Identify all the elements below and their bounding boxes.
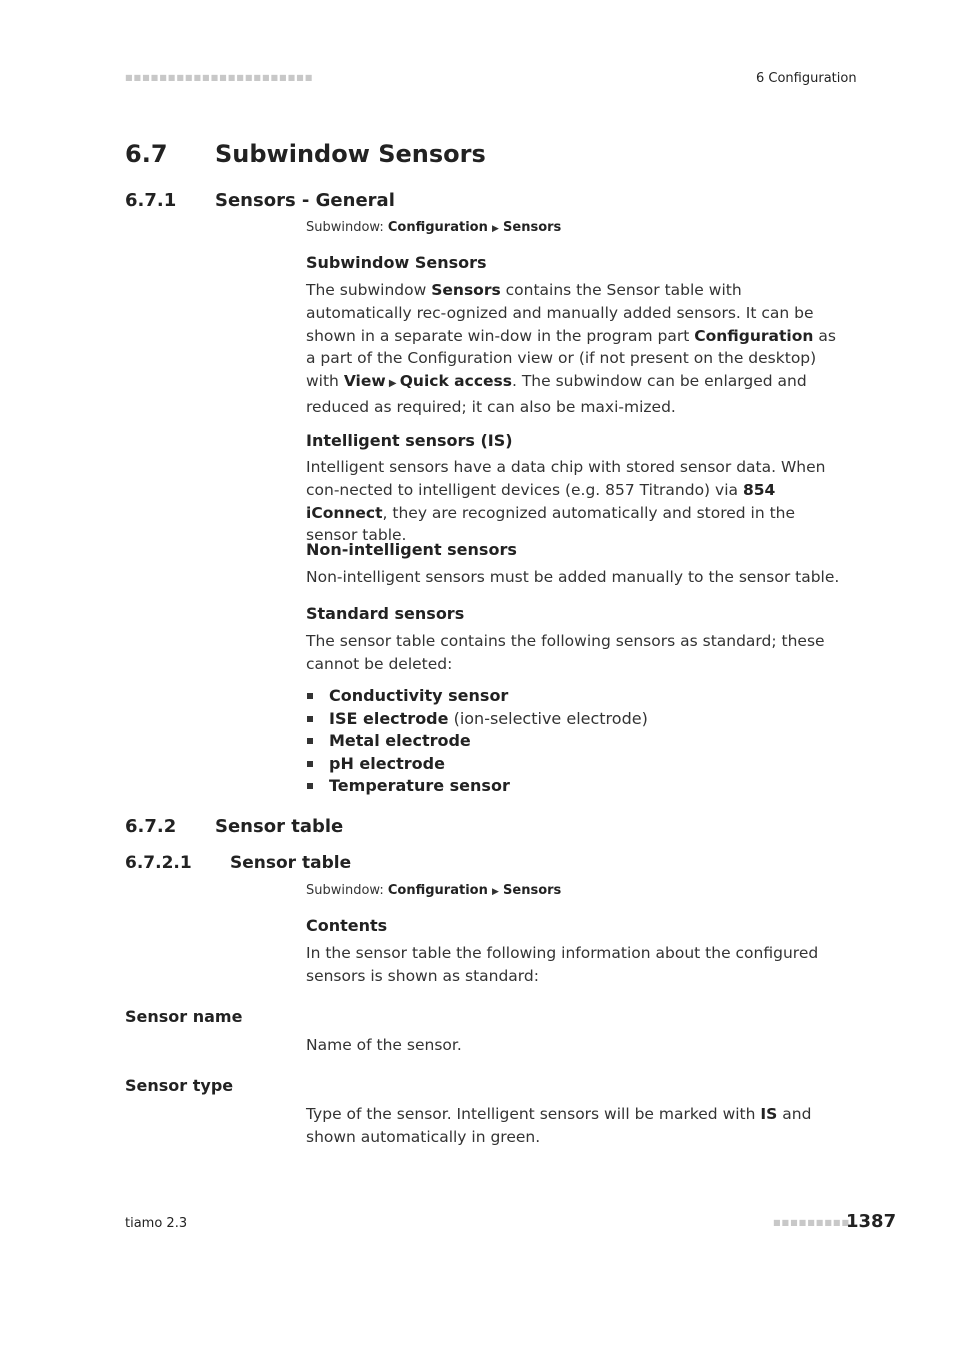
standard-sensor-list xyxy=(306,685,648,798)
breadcrumb-item-configuration: Configuration xyxy=(387,220,488,235)
subsection-heading-sensor-table xyxy=(125,816,343,837)
bullet-square-icon xyxy=(307,693,313,699)
bullet-square-icon xyxy=(307,738,313,744)
list-item: Metal electrode xyxy=(306,730,648,753)
desc-sensor-name: Name of the sensor. xyxy=(306,1036,462,1054)
section-title: Subwindow Sensors xyxy=(215,140,486,168)
paragraph-non-intelligent-sensors: Non-intelligent sensors must be added manually to the sensor table. xyxy=(306,568,840,586)
paragraph-intelligent-sensors: Intelligent sensors have a data chip with stored sensor data. When con-nected to intelligent devices (e.g. 857 Titrando) via 854 iConnect, they are recognized automatically and stored in the sensor table. xyxy=(306,458,826,545)
header-decoration: ■■■■■■■■■■■■■■■■■■■■■■ xyxy=(125,73,314,82)
subsubsection-title: Sensor table xyxy=(230,853,352,873)
desc-sensor-type: Type of the sensor. Intelligent sensors will be marked with IS and shown automatically in green. xyxy=(306,1105,812,1146)
subsubsection-heading-sensor-table xyxy=(125,853,351,873)
subsection-heading-general xyxy=(125,190,395,211)
header-chapter: 6 Configuration xyxy=(756,71,857,86)
term-sensor-name: Sensor name xyxy=(125,1007,243,1026)
section-number: 6.7 xyxy=(125,140,168,168)
footer-decoration: ■■■■■■■■■ xyxy=(773,1218,851,1227)
heading-subwindow-sensors: Subwindow Sensors xyxy=(306,253,487,272)
breadcrumb-arrow-icon: ▶ xyxy=(491,887,499,897)
footer-product: tiamo 2.3 xyxy=(125,1216,188,1231)
breadcrumb-prefix: Subwindow: xyxy=(306,220,388,235)
subsection-title: Sensors - General xyxy=(215,190,395,211)
subsection-number: 6.7.2 xyxy=(125,816,177,837)
heading-intelligent-sensors: Intelligent sensors (IS) xyxy=(306,431,513,450)
paragraph-contents: In the sensor table the following information about the configured sensors is shown as standard: xyxy=(306,944,819,985)
breadcrumb xyxy=(306,883,561,898)
term-sensor-type: Sensor type xyxy=(125,1076,234,1095)
list-item: ISE electrode (ion-selective electrode) xyxy=(306,708,648,731)
breadcrumb-arrow-icon: ▶ xyxy=(491,224,499,234)
bullet-square-icon xyxy=(307,783,313,789)
breadcrumb xyxy=(306,220,561,235)
subsection-number: 6.7.1 xyxy=(125,190,177,211)
paragraph-subwindow-sensors: The subwindow Sensors contains the Sensor table with automatically rec-ognized and manually added sensors. It can be shown in a separate win-dow in the program part Configuration as a part of the Configuration view or (if not present on the desktop) with View ▶ Quick access. The subwindow can be enlarged and reduced as required; it can also be maxi-mized. xyxy=(306,281,836,416)
menu-arrow-icon: ▶ xyxy=(385,378,400,390)
heading-non-intelligent-sensors: Non-intelligent sensors xyxy=(306,540,517,559)
subsection-title: Sensor table xyxy=(215,816,344,837)
paragraph-standard-sensors: The sensor table contains the following sensors as standard; these cannot be deleted: xyxy=(306,632,825,673)
breadcrumb-item-sensors: Sensors xyxy=(503,220,562,235)
breadcrumb-item-configuration: Configuration xyxy=(387,883,488,898)
page-number: 1387 xyxy=(846,1211,897,1232)
breadcrumb-item-sensors: Sensors xyxy=(503,883,562,898)
bullet-square-icon xyxy=(307,716,313,722)
list-item: Conductivity sensor xyxy=(306,685,648,708)
heading-contents: Contents xyxy=(306,916,388,935)
breadcrumb-prefix: Subwindow: xyxy=(306,883,388,898)
subsubsection-number: 6.7.2.1 xyxy=(125,853,192,873)
list-item: Temperature sensor xyxy=(306,775,648,798)
section-heading xyxy=(125,140,486,168)
heading-standard-sensors: Standard sensors xyxy=(306,604,465,623)
bullet-square-icon xyxy=(307,761,313,767)
list-item: pH electrode xyxy=(306,753,648,776)
